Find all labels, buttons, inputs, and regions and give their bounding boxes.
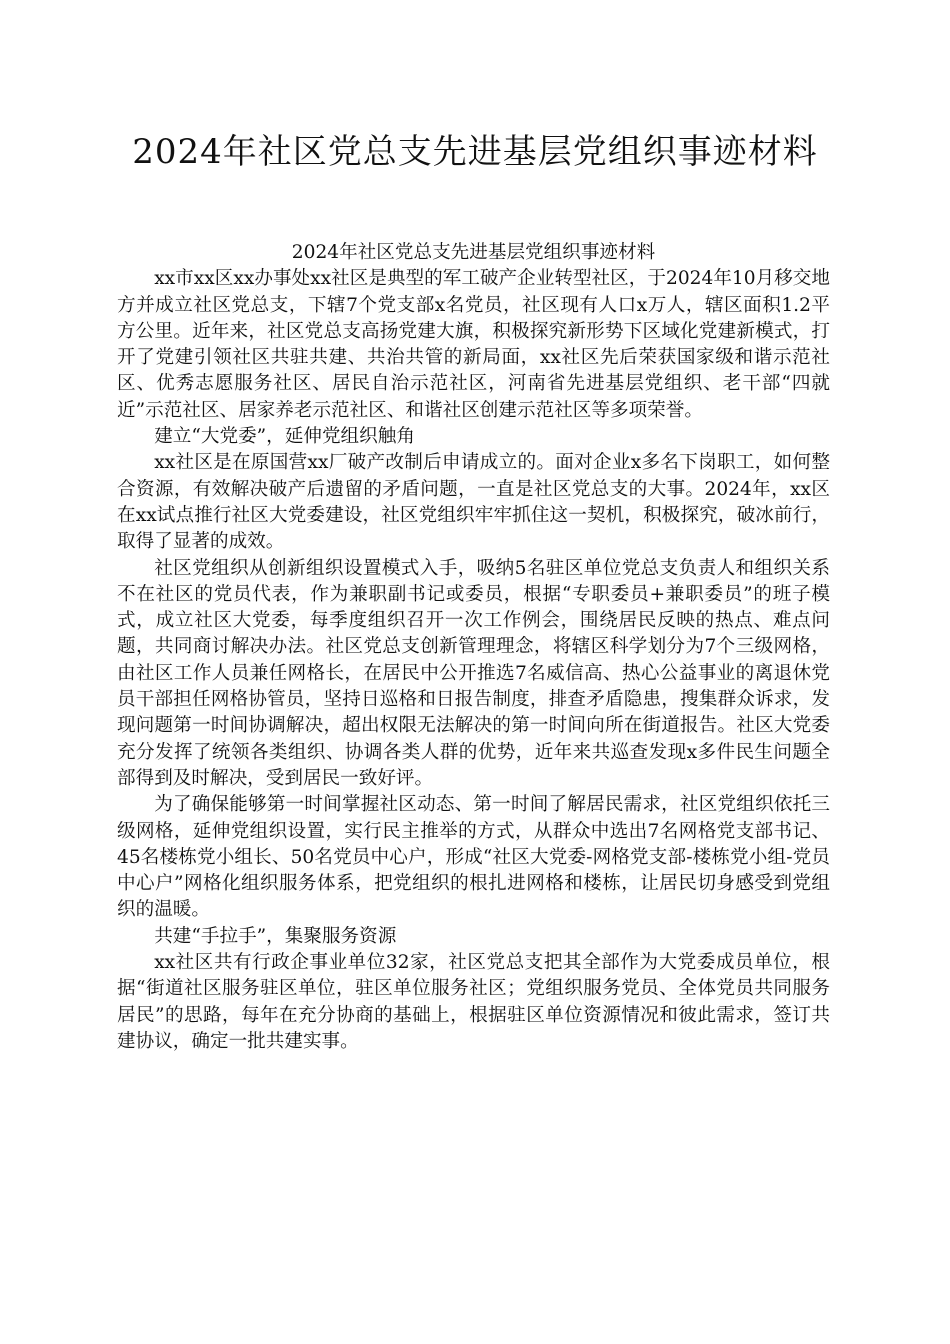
document-body bbox=[117, 240, 830, 1055]
section-heading-big-party-committee: 建立“大党委”，延伸党组织触角 bbox=[154, 426, 415, 448]
document-subtitle: 2024年社区党总支先进基层党组织事迹材料 bbox=[291, 242, 656, 263]
document-title: 2024年社区党总支先进基层党组织事迹材料 bbox=[132, 132, 818, 172]
paragraph: 为了确保能够第一时间掌握社区动态、第一时间了解居民需求，社区党组织依托三级网格，延伸党组织设置，实行民主推举的方式，从群众中选出7名网格党支部书记、45名楼栋党小组长、50名党员中心户，形成“社区大党委-网格党支部-楼栋党小组-党员中心户”网格化组织服务体系，把党组织的根扎进网格和楼栋，让居民切身感受到党组织的温暖。 bbox=[117, 794, 830, 921]
paragraph: 社区党组织从创新组织设置模式入手，吸纳5名驻区单位党总支负责人和组织关系不在社区的党员代表，作为兼职副书记或委员，根据“专职委员+兼职委员”的班子模式，成立社区大党委，每季度组织召开一次工作例会，围绕居民反映的热点、难点问题，共同商讨解决办法。社区党总支创新管理理念，将辖区科学划分为7个三级网格，由社区工作人员兼任网格长，在居民中公开推选7名威信高、热心公益事业的离退休党员干部担任网格协管员，坚持日巡格和日报告制度，排查矛盾隐患，搜集群众诉求，发现问题第一时间协调解决，超出权限无法解决的第一时间向所在街道报告。社区大党委充分发挥了统领各类组织、协调各类人群的优势，近年来共巡查发现x多件民生问题全部得到及时解决，受到居民一致好评。 bbox=[117, 557, 830, 789]
section-heading-hand-in-hand: 共建“手拉手”，集聚服务资源 bbox=[154, 925, 397, 947]
paragraph: xx社区是在原国营xx厂破产改制后申请成立的。面对企业x多名下岗职工，如何整合资源，有效解决破产后遗留的矛盾问题，一直是社区党总支的大事。2024年，xx区在xx试点推行社区大党委建设，社区党组织牢牢抓住这一契机，积极探究，破冰前行，取得了显著的成效。 bbox=[117, 452, 830, 553]
paragraph: xx社区共有行政企事业单位32家，社区党总支把其全部作为大党委成员单位，根据“街道社区服务驻区单位，驻区单位服务社区；党组织服务党员、全体党员共同服务居民”的思路，每年在充分协商的基础上，根据驻区单位资源情况和彼此需求，签订共建协议，确定一批共建实事。 bbox=[117, 952, 830, 1052]
paragraph-intro: xx市xx区xx办事处xx社区是典型的军工破产企业转型社区，于2024年10月移交地方并成立社区党总支，下辖7个党支部x名党员，社区现有人口x万人，辖区面积1.2平方公里。近年来，社区党总支高扬党建大旗，积极探究新形势下区域化党建新模式，打开了党建引领社区共驻共建、共治共管的新局面，xx社区先后荣获国家级和谐示范社区、优秀志愿服务社区、居民自治示范社区，河南省先进基层党组织、老干部“四就近”示范社区、居家养老示范社区、和谐社区创建示范社区等多项荣誉。 bbox=[117, 268, 830, 421]
